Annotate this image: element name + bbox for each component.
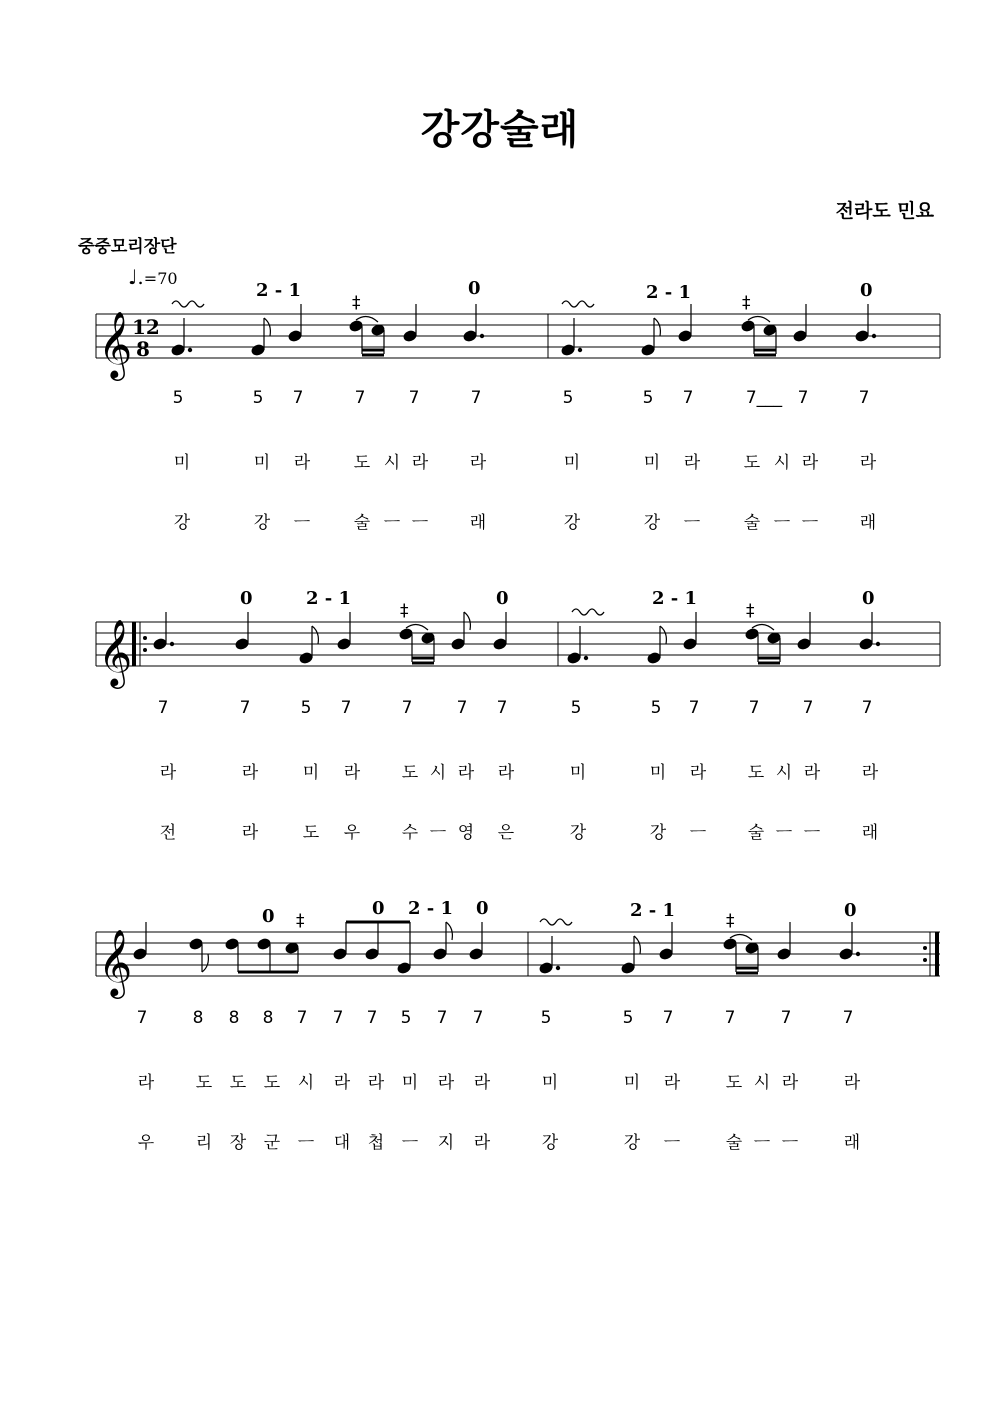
bend-ornament-icon: ‡: [726, 911, 735, 931]
note-number: 7: [456, 698, 468, 718]
repeat-end-bar: [935, 932, 939, 976]
lyric-syllable: 강: [649, 823, 667, 843]
lyric-syllable: 강: [253, 513, 271, 533]
pitch-syllable: 라: [137, 1073, 155, 1093]
pitch-syllable: 시: [753, 1073, 771, 1093]
note-number: 7: [496, 698, 508, 718]
number-row: [0, 388, 1000, 412]
annotation: 2 - 1: [630, 900, 676, 921]
annotation: 0: [468, 278, 481, 299]
note-number: 7: [724, 1008, 736, 1028]
note-number: 8: [228, 1008, 240, 1028]
lyric-syllable: ㅡ: [663, 1133, 681, 1153]
lyric-syllable: ㅡ: [803, 823, 821, 843]
pitch-syllable: 라: [343, 763, 361, 783]
pitch-syllable: 라: [367, 1073, 385, 1093]
pitch-syllable: 도: [263, 1073, 281, 1093]
lyric-syllable: 강: [541, 1133, 559, 1153]
pitch-row: [0, 1068, 1000, 1092]
annotation: 2 - 1: [408, 898, 454, 919]
note-number: 8: [262, 1008, 274, 1028]
lyric-syllable: ㅡ: [753, 1133, 771, 1153]
lyric-syllable: ㅡ: [429, 823, 447, 843]
lyric-syllable: 영: [457, 823, 475, 843]
pitch-syllable: 미: [623, 1073, 641, 1093]
vibrato-ornament-icon: [540, 919, 572, 925]
lyric-syllable: 강: [643, 513, 661, 533]
lyric-syllable: ㅡ: [801, 513, 819, 533]
lyric-syllable: 술: [743, 513, 761, 533]
lyric-syllable: ㅡ: [411, 513, 429, 533]
lyric-syllable: 수: [401, 823, 419, 843]
note-number: 7: [662, 1008, 674, 1028]
pitch-syllable: 라: [781, 1073, 799, 1093]
time-sig-top: 12: [132, 315, 160, 339]
pitch-row: [0, 448, 1000, 472]
repeat-start-bar: [132, 622, 136, 666]
bend-ornament-icon: ‡: [746, 601, 755, 621]
pitch-syllable: 라: [293, 453, 311, 473]
note-number: 7: [470, 388, 482, 408]
lyric-syllable: 지: [437, 1133, 455, 1153]
pitch-syllable: 미: [563, 453, 581, 473]
annotation: 0: [862, 588, 875, 609]
pitch-syllable: 미: [173, 453, 191, 473]
note-number: 5: [642, 388, 654, 408]
note-number: 5: [172, 388, 184, 408]
note-number: 5: [650, 698, 662, 718]
pitch-syllable: 라: [861, 763, 879, 783]
pitch-syllable: 시: [297, 1073, 315, 1093]
note-number: 7: [292, 388, 304, 408]
lyric-syllable: ㅡ: [689, 823, 707, 843]
pitch-syllable: 라: [663, 1073, 681, 1093]
bend-ornament-icon: ‡: [352, 293, 361, 313]
lyric-syllable: ㅡ: [781, 1133, 799, 1153]
lyric-syllable: 장: [229, 1133, 247, 1153]
bend-ornament-icon: ‡: [296, 911, 305, 931]
note-number: 7: [682, 388, 694, 408]
pitch-syllable: 도: [743, 453, 761, 473]
pitch-syllable: 라: [473, 1073, 491, 1093]
note-number: 7: [842, 1008, 854, 1028]
note-number: 5: [562, 388, 574, 408]
notes-group: [133, 922, 860, 974]
lyric-syllable: 래: [861, 823, 879, 843]
pitch-syllable: 시: [773, 453, 791, 473]
pitch-syllable: 라: [801, 453, 819, 473]
note-number: 5: [540, 1008, 552, 1028]
lyrics-row: [0, 1128, 1000, 1152]
bend-ornament-icon: ‡: [742, 293, 751, 313]
pitch-syllable: 시: [383, 453, 401, 473]
note-number: 7: [366, 1008, 378, 1028]
annotation: 0: [476, 898, 489, 919]
note-number: 7: [688, 698, 700, 718]
lyric-syllable: ㅡ: [401, 1133, 419, 1153]
lyrics-row: [0, 508, 1000, 532]
note-number: 8: [192, 1008, 204, 1028]
pitch-syllable: 라: [411, 453, 429, 473]
lyric-syllable: 도: [302, 823, 320, 843]
pitch-syllable: 도: [725, 1073, 743, 1093]
note-number: 7: [780, 1008, 792, 1028]
lyric-syllable: 라: [241, 823, 259, 843]
lyric-syllable: 리: [195, 1133, 213, 1153]
note-number: 7: [436, 1008, 448, 1028]
staff-3: [0, 898, 1000, 1018]
treble-clef-icon: 𝄞: [98, 928, 133, 996]
note-number: 7: [748, 698, 760, 718]
lyric-syllable: 술: [747, 823, 765, 843]
pitch-syllable: 라: [843, 1073, 861, 1093]
lyric-syllable: 강: [173, 513, 191, 533]
annotation: 2 - 1: [256, 280, 302, 301]
number-row: [0, 1008, 1000, 1032]
note-number: 5: [252, 388, 264, 408]
lyric-syllable: 강: [569, 823, 587, 843]
note-number: 7: [472, 1008, 484, 1028]
treble-clef-icon: 𝄞: [98, 618, 133, 686]
pitch-syllable: 라: [803, 763, 821, 783]
pitch-syllable: 라: [333, 1073, 351, 1093]
notes-group: [153, 612, 880, 664]
annotation: 2 - 1: [646, 282, 692, 303]
note-number: 5: [570, 698, 582, 718]
pitch-syllable: 미: [649, 763, 667, 783]
lyric-syllable: 군: [263, 1133, 281, 1153]
annotation: 0: [372, 898, 385, 919]
lyric-syllable: ㅡ: [773, 513, 791, 533]
pitch-syllable: 라: [689, 763, 707, 783]
pitch-syllable: 라: [497, 763, 515, 783]
number-row: [0, 698, 1000, 722]
lyric-syllable: 래: [859, 513, 877, 533]
lyric-syllable: ㅡ: [683, 513, 701, 533]
lyric-syllable: ㅡ: [293, 513, 311, 533]
composer-credit: 전라도 민요: [835, 200, 934, 222]
note-number: 7: [401, 698, 413, 718]
note-number: 7___: [745, 388, 783, 408]
staff-1: [0, 280, 1000, 400]
note-number: 7: [157, 698, 169, 718]
lyric-syllable: 대: [333, 1133, 351, 1153]
annotation: 2 - 1: [652, 588, 698, 609]
pitch-syllable: 라: [469, 453, 487, 473]
note-number: 7: [858, 388, 870, 408]
lyric-syllable: 우: [343, 823, 361, 843]
lyric-syllable: ㅡ: [383, 513, 401, 533]
song-title: 강강술래: [420, 107, 580, 153]
vibrato-ornament-icon: [172, 301, 204, 307]
pitch-syllable: 미: [302, 763, 320, 783]
pitch-syllable: 라: [457, 763, 475, 783]
pitch-syllable: 도: [195, 1073, 213, 1093]
staff-system-1: [0, 280, 1000, 540]
annotation: 0: [860, 280, 873, 301]
pitch-syllable: 미: [253, 453, 271, 473]
note-number: 7: [340, 698, 352, 718]
pitch-syllable: 도: [747, 763, 765, 783]
note-number: 5: [400, 1008, 412, 1028]
note-number: 7: [239, 698, 251, 718]
lyric-syllable: 은: [497, 823, 515, 843]
notes-group: [171, 304, 876, 356]
treble-clef-icon: 𝄞: [98, 310, 133, 378]
tempo-value: =70: [143, 269, 178, 288]
pitch-row: [0, 758, 1000, 782]
note-number: 7: [861, 698, 873, 718]
pitch-syllable: 미: [541, 1073, 559, 1093]
rhythm-label: 중중모리장단: [78, 237, 177, 257]
lyric-syllable: 라: [473, 1133, 491, 1153]
pitch-syllable: 라: [683, 453, 701, 473]
bend-ornament-icon: ‡: [400, 601, 409, 621]
note-number: 7: [797, 388, 809, 408]
lyric-syllable: 첩: [367, 1133, 385, 1153]
pitch-syllable: 도: [229, 1073, 247, 1093]
note-number: 7: [354, 388, 366, 408]
pitch-syllable: 시: [429, 763, 447, 783]
annotation: 0: [844, 900, 857, 921]
pitch-syllable: 미: [401, 1073, 419, 1093]
pitch-syllable: 미: [643, 453, 661, 473]
lyric-syllable: 래: [469, 513, 487, 533]
lyric-syllable: 술: [725, 1133, 743, 1153]
dotted-quarter-note-icon: ♩.: [128, 265, 144, 289]
pitch-syllable: 시: [775, 763, 793, 783]
pitch-syllable: 도: [401, 763, 419, 783]
staff-system-2: [0, 588, 1000, 848]
lyric-syllable: ㅡ: [297, 1133, 315, 1153]
note-number: 7: [296, 1008, 308, 1028]
annotation: 2 - 1: [306, 588, 352, 609]
staff-2: [0, 588, 1000, 708]
lyric-syllable: 우: [137, 1133, 155, 1153]
pitch-syllable: 미: [569, 763, 587, 783]
lyric-syllable: 래: [843, 1133, 861, 1153]
note-number: 7: [332, 1008, 344, 1028]
lyric-syllable: ㅡ: [775, 823, 793, 843]
lyric-syllable: 강: [563, 513, 581, 533]
annotation: 0: [496, 588, 509, 609]
staff-system-3: [0, 898, 1000, 1158]
note-number: 7: [802, 698, 814, 718]
annotation: 0: [240, 588, 253, 609]
pitch-syllable: 도: [353, 453, 371, 473]
time-sig-bottom: 8: [136, 337, 150, 361]
pitch-syllable: 라: [437, 1073, 455, 1093]
vibrato-ornament-icon: [562, 301, 594, 307]
pitch-syllable: 라: [159, 763, 177, 783]
lyric-syllable: 전: [159, 823, 177, 843]
annotation: 0: [262, 906, 275, 927]
note-number: 7: [408, 388, 420, 408]
lyrics-row: [0, 818, 1000, 842]
pitch-syllable: 라: [241, 763, 259, 783]
pitch-syllable: 라: [859, 453, 877, 473]
vibrato-ornament-icon: [572, 609, 604, 615]
lyric-syllable: 강: [623, 1133, 641, 1153]
note-number: 5: [622, 1008, 634, 1028]
lyric-syllable: 술: [353, 513, 371, 533]
note-number: 7: [136, 1008, 148, 1028]
note-number: 5: [300, 698, 312, 718]
